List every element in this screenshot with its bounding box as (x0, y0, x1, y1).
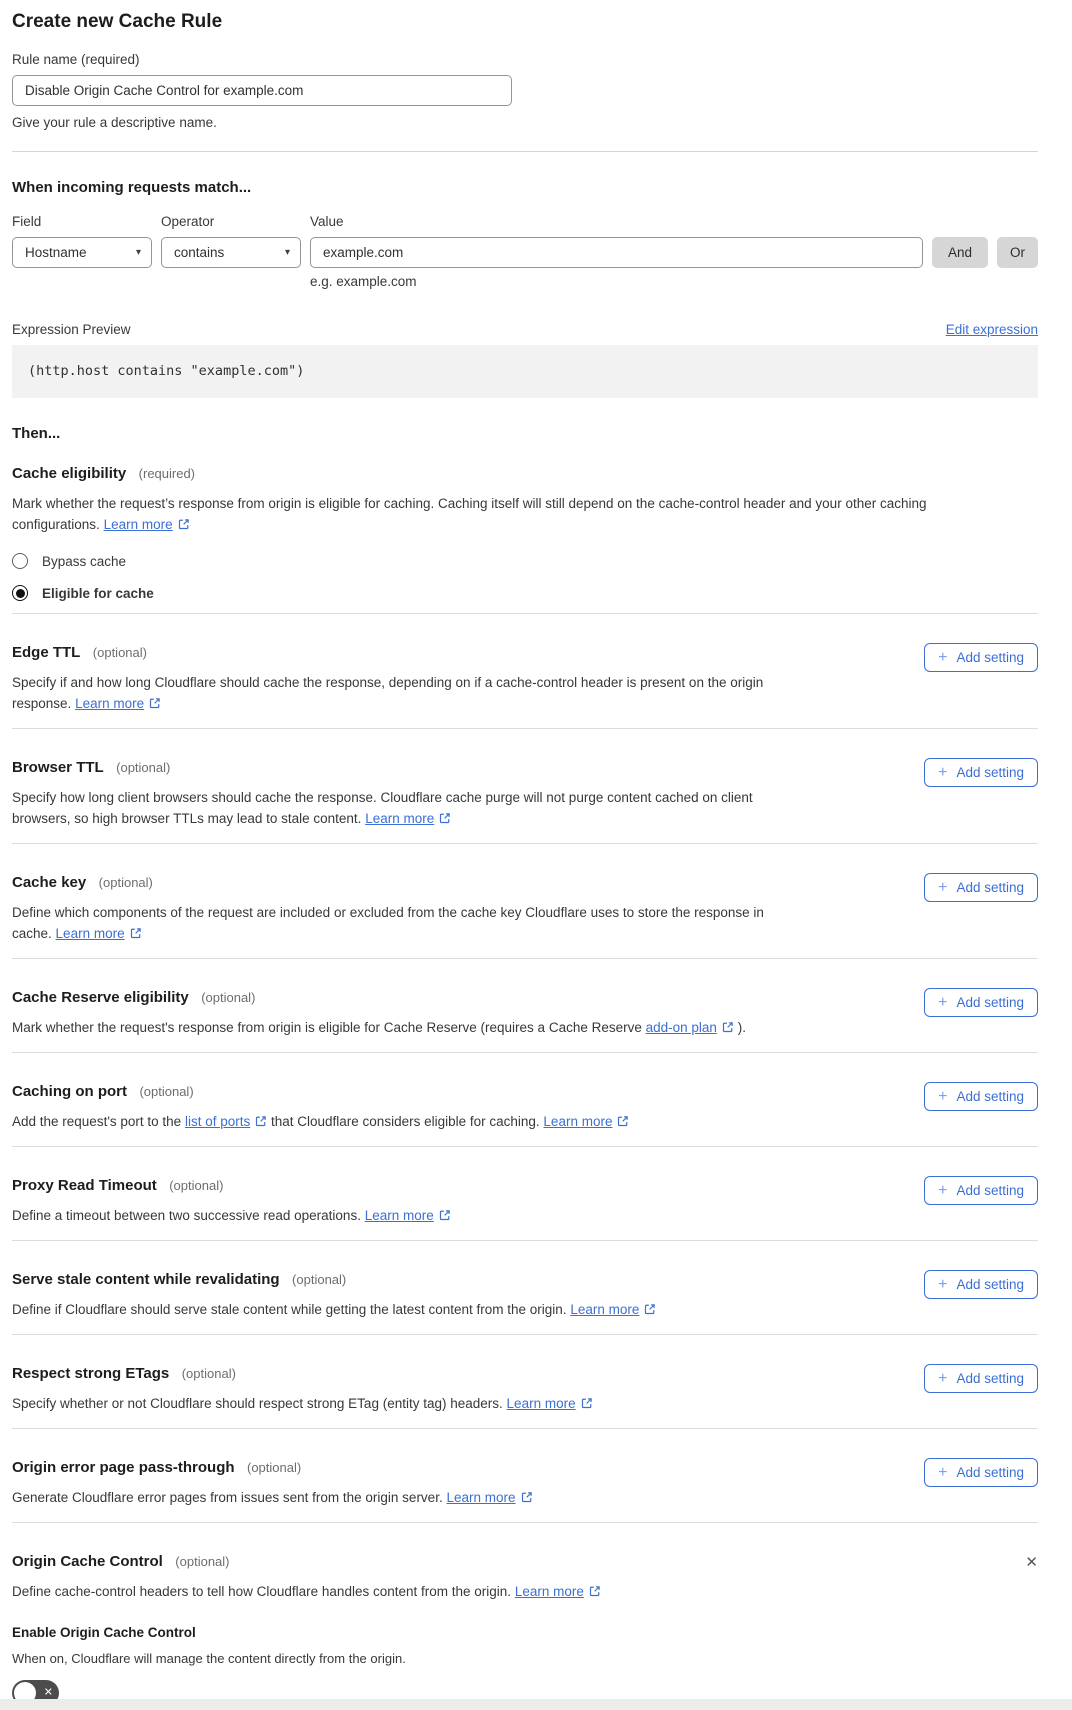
external-link-icon (178, 518, 190, 530)
add-setting-button[interactable]: + Add setting (924, 1364, 1038, 1393)
learn-more-link[interactable]: Learn more (104, 517, 190, 532)
external-link-icon (149, 697, 161, 709)
cache-eligibility-section (12, 464, 1038, 613)
external-link-icon (617, 1115, 629, 1127)
plus-icon: + (938, 648, 948, 666)
add-setting-button[interactable]: + Add setting (924, 758, 1038, 787)
learn-more-link[interactable]: Learn more (570, 1302, 656, 1317)
divider (12, 151, 1038, 152)
setting-title: Browser TTL (12, 759, 104, 776)
optional-badge: (optional) (98, 875, 153, 890)
setting-title: Respect strong ETags (12, 1365, 170, 1382)
setting-description: Define a timeout between two successive read operations. Learn more (12, 1205, 782, 1226)
setting-description: Add the request's port to the list of ports that Cloudflare considers eligible for caching. Learn more (12, 1111, 782, 1132)
add-setting-button[interactable]: + Add setting (924, 1082, 1038, 1111)
optional-badge: (optional) (246, 1460, 302, 1475)
then-heading: Then... (12, 425, 61, 442)
field-select[interactable] (12, 237, 152, 268)
optional-badge: (optional) (292, 1272, 347, 1287)
plus-icon: + (938, 1275, 948, 1293)
cache-eligibility-head (12, 464, 1038, 484)
optional-badge: (optional) (92, 645, 147, 660)
or-button[interactable]: Or (997, 237, 1038, 268)
setting-caching-on-port (12, 1052, 1038, 1146)
rule-name-input[interactable] (12, 75, 512, 106)
setting-serve-stale-content (12, 1240, 1038, 1334)
optional-badge: (optional) (175, 1554, 230, 1569)
external-link-icon (581, 1397, 593, 1409)
plus-icon: + (938, 1369, 948, 1387)
add-on-plan-link[interactable]: add-on plan (646, 1020, 734, 1035)
learn-more-link[interactable]: Learn more (515, 1584, 601, 1599)
optional-badge: (optional) (181, 1366, 236, 1381)
setting-proxy-read-timeout (12, 1146, 1038, 1240)
plus-icon: + (938, 1087, 948, 1105)
setting-description: Define if Cloudflare should serve stale content while getting the latest content from the origin. Learn more (12, 1299, 782, 1320)
add-setting-button[interactable]: + Add setting (924, 1458, 1038, 1487)
external-link-icon (589, 1585, 601, 1597)
setting-title: Origin error page pass-through (12, 1459, 235, 1476)
field-label: Field (12, 214, 42, 229)
learn-more-link[interactable]: Learn more (446, 1490, 532, 1505)
value-column (310, 213, 923, 289)
external-link-icon (130, 927, 142, 939)
enable-origin-cache-control-label: Enable Origin Cache Control (12, 1625, 196, 1640)
radio-label: Eligible for cache (42, 585, 154, 601)
external-link-icon (439, 1209, 451, 1221)
setting-browser-ttl (12, 728, 1038, 843)
match-heading: When incoming requests match... (12, 179, 252, 196)
radio-circle-selected[interactable] (12, 585, 28, 601)
add-setting-button[interactable]: + Add setting (924, 1270, 1038, 1299)
setting-description: Define cache-control headers to tell how Cloudflare handles content from the origin. Learn more (12, 1581, 1038, 1602)
setting-title: Caching on port (12, 1083, 127, 1100)
setting-respect-strong-etags (12, 1334, 1038, 1428)
plus-icon: + (938, 878, 948, 896)
setting-description: Mark whether the request's response from origin is eligible for Cache Reserve (requires a Cache Reserve add-on plan ). (12, 1020, 746, 1035)
external-link-icon (521, 1491, 533, 1503)
enable-origin-cache-control-description: When on, Cloudflare will manage the content directly from the origin. (12, 1651, 406, 1666)
operator-label: Operator (161, 214, 215, 229)
expression-preview-label: Expression Preview (12, 322, 131, 337)
value-label: Value (310, 214, 344, 229)
bottom-edge-band (0, 1699, 1072, 1710)
plus-icon: + (938, 993, 948, 1011)
plus-icon: + (938, 1181, 948, 1199)
external-link-icon (439, 812, 451, 824)
setting-origin-cache-control (12, 1522, 1038, 1706)
optional-badge: (optional) (116, 760, 171, 775)
radio-circle-unselected[interactable] (12, 553, 28, 569)
plus-icon: + (938, 1463, 948, 1481)
create-cache-rule-page (0, 8, 1072, 1706)
setting-title: Cache key (12, 874, 87, 891)
learn-more-link[interactable]: Learn more (507, 1396, 593, 1411)
setting-description: Specify whether or not Cloudflare should respect strong ETag (entity tag) headers. Learn more (12, 1393, 782, 1414)
setting-description: Specify how long client browsers should cache the response. Cloudflare cache purge will not purge content cached on client browsers, so high browser TTLs may lead to stale content. Learn more (12, 790, 753, 826)
operator-column (161, 213, 301, 268)
setting-description: Generate Cloudflare error pages from issues sent from the origin server. Learn more (12, 1487, 782, 1508)
learn-more-link[interactable]: Learn more (543, 1114, 629, 1129)
external-link-icon (255, 1115, 267, 1127)
learn-more-link[interactable]: Learn more (365, 811, 451, 826)
add-setting-button[interactable]: + Add setting (924, 1176, 1038, 1205)
setting-cache-key (12, 843, 1038, 958)
condition-row (12, 213, 1038, 289)
plus-icon: + (938, 763, 948, 781)
field-column (12, 213, 152, 268)
required-badge: (required) (138, 466, 196, 481)
radio-label: Bypass cache (42, 553, 127, 569)
rule-name-label: Rule name (required) (12, 52, 140, 67)
learn-more-link[interactable]: Learn more (75, 696, 161, 711)
operator-select-value: contains (174, 245, 225, 260)
operator-select[interactable] (161, 237, 301, 268)
external-link-icon (644, 1303, 656, 1315)
setting-title: Cache Reserve eligibility (12, 989, 189, 1006)
cache-eligibility-description: Mark whether the request’s response from origin is eligible for caching. Caching itself will still depend on the cache-control header and your other caching configurations. Learn more (12, 496, 927, 532)
page-title: Create new Cache Rule (12, 11, 223, 32)
field-select-value: Hostname (25, 245, 87, 260)
toggle-off-x-icon: ✕ (43, 1686, 53, 1699)
radio-eligible-for-cache[interactable] (12, 585, 1038, 601)
value-hint: e.g. example.com (310, 274, 417, 289)
add-setting-button[interactable]: + Add setting (924, 988, 1038, 1017)
chevron-down-icon: ▾ (135, 246, 141, 258)
cache-eligibility-title: Cache eligibility (12, 465, 127, 482)
optional-badge: (optional) (169, 1178, 224, 1193)
setting-origin-error-page-pass-through (12, 1428, 1038, 1522)
radio-bypass-cache[interactable] (12, 553, 1038, 569)
external-link-icon (722, 1021, 734, 1033)
setting-title: Proxy Read Timeout (12, 1177, 157, 1194)
value-input[interactable] (310, 237, 923, 268)
setting-edge-ttl (12, 613, 1038, 728)
add-setting-button[interactable]: + Add setting (924, 643, 1038, 672)
setting-title: Serve stale content while revalidating (12, 1271, 280, 1288)
setting-cache-reserve-eligibility (12, 958, 1038, 1052)
setting-description: Define which components of the request are included or excluded from the cache key Cloudflare uses to store the response in cache. Learn more (12, 905, 764, 941)
expression-preview-header (12, 322, 1038, 337)
list-of-ports-link[interactable]: list of ports (185, 1114, 267, 1129)
and-button[interactable]: And (932, 237, 988, 268)
optional-badge: (optional) (139, 1084, 194, 1099)
setting-description: Specify if and how long Cloudflare should cache the response, depending on if a cache-control header is present on the origin response. Learn more (12, 675, 764, 711)
close-icon[interactable]: ✕ (1025, 1554, 1038, 1571)
expression-preview-code: (http.host contains "example.com") (12, 345, 1038, 398)
optional-badge: (optional) (201, 990, 256, 1005)
add-setting-button[interactable]: + Add setting (924, 873, 1038, 902)
learn-more-link[interactable]: Learn more (365, 1208, 451, 1223)
rule-name-help: Give your rule a descriptive name. (12, 115, 217, 130)
edit-expression-link[interactable]: Edit expression (945, 322, 1038, 337)
chevron-down-icon: ▾ (284, 246, 290, 258)
setting-title: Origin Cache Control (12, 1553, 163, 1570)
setting-title: Edge TTL (12, 644, 81, 661)
learn-more-link[interactable]: Learn more (56, 926, 142, 941)
